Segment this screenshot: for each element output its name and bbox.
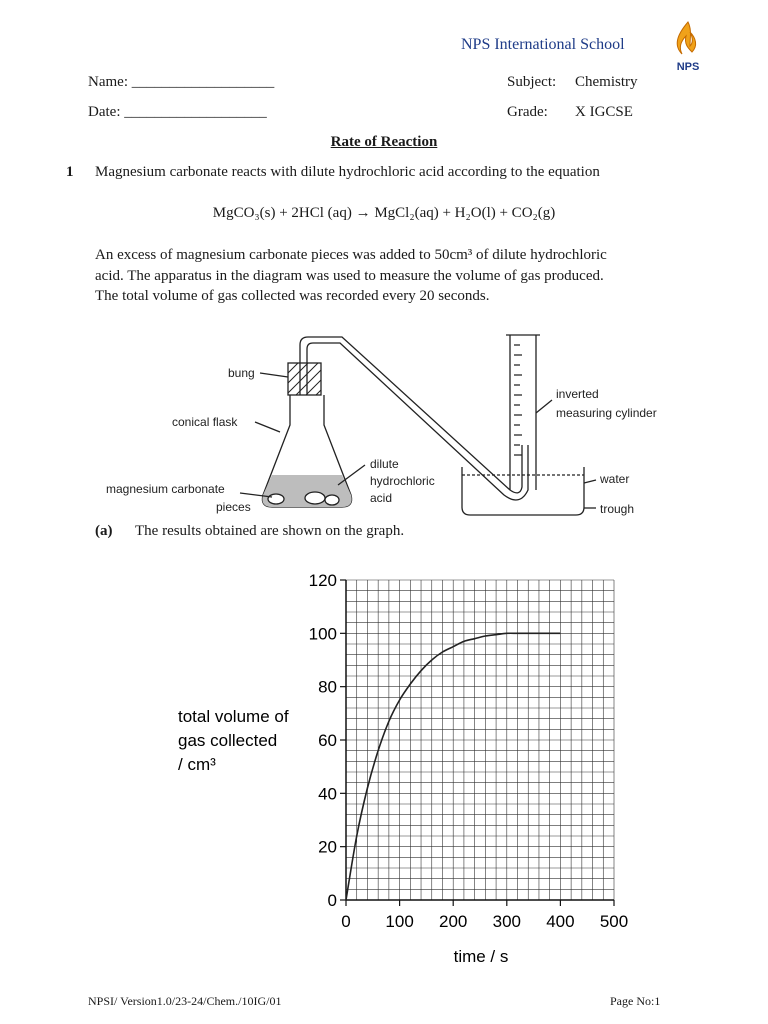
grade-label: Grade: xyxy=(507,104,548,120)
label-cylinder-2: measuring cylinder xyxy=(556,406,657,420)
name-field: Name: ___________________ xyxy=(88,74,275,90)
y-axis-title-line: gas collected xyxy=(178,731,278,750)
label-mgco3-1: magnesium carbonate xyxy=(106,482,225,496)
label-acid-3: acid xyxy=(370,491,393,505)
carbonate-piece xyxy=(268,494,284,504)
delivery-tube xyxy=(300,337,522,493)
y-tick-label: 0 xyxy=(327,891,337,910)
carbonate-piece xyxy=(305,492,325,504)
x-axis-title: time / s xyxy=(453,947,509,966)
y-tick-label: 100 xyxy=(308,624,337,644)
y-tick-label: 20 xyxy=(318,837,337,857)
y-tick-label: 80 xyxy=(318,677,337,697)
label-acid-2: hydrochloric xyxy=(370,474,435,488)
apparatus-diagram xyxy=(100,325,680,525)
grade-value: X IGCSE xyxy=(575,104,633,120)
label-bung: bung xyxy=(228,366,255,380)
carbonate-piece xyxy=(325,495,339,505)
date-field: Date: ___________________ xyxy=(88,104,267,120)
label-trough: trough xyxy=(600,502,635,516)
page-title: Rate of Reaction xyxy=(330,134,438,150)
label-mgco3-2: pieces xyxy=(216,500,251,514)
label-conical-flask: conical flask xyxy=(172,415,238,429)
part-a-text: The results obtained are shown on the graph. xyxy=(135,523,405,539)
subject-label: Subject: xyxy=(507,74,557,90)
paragraph-line: The total volume of gas collected was recorded every 20 seconds. xyxy=(95,288,490,304)
label-water: water xyxy=(600,472,630,486)
question-number: 1 xyxy=(66,164,74,180)
paragraph-line: An excess of magnesium carbonate pieces was added to 50cm³ of dilute hydrochloric xyxy=(95,247,607,263)
page-number: Page No:1 xyxy=(610,994,661,1008)
label-cylinder-1: inverted xyxy=(556,387,599,401)
x-tick-label: 0 xyxy=(341,912,351,931)
trough xyxy=(462,467,584,515)
x-tick-label: 200 xyxy=(439,912,468,931)
y-axis-title-line: / cm³ xyxy=(178,755,216,774)
flame-icon xyxy=(677,22,695,54)
y-tick-label: 120 xyxy=(308,571,337,590)
logo-text: NPS xyxy=(676,61,700,73)
x-tick-label: 100 xyxy=(385,912,414,931)
paragraph-line: acid. The apparatus in the diagram was used to measure the volume of gas produced. xyxy=(95,267,604,284)
school-logo xyxy=(668,20,708,74)
y-axis-title xyxy=(178,707,289,774)
subject-value: Chemistry xyxy=(575,74,638,90)
footer-reference: NPSI/ Version1.0/23-24/Chem./10IG/01 xyxy=(88,994,282,1008)
y-axis-title-line: total volume of xyxy=(178,707,289,726)
question-intro: Magnesium carbonate reacts with dilute hydrochloric acid according to the equation xyxy=(95,164,600,180)
chemical-equation: MgCO₃(s) + 2HCl (aq) → MgCl₂(aq) + H₂O(l) + CO₂(g) xyxy=(212,205,556,221)
volume-time-chart xyxy=(0,560,768,970)
y-tick-label: 60 xyxy=(318,731,337,750)
x-tick-label: 400 xyxy=(546,912,575,931)
label-acid-1: dilute xyxy=(370,457,399,471)
school-name: NPS International School xyxy=(461,36,625,53)
measuring-cylinder xyxy=(506,335,540,490)
question-paragraph xyxy=(95,245,695,307)
chart-grid xyxy=(346,580,614,900)
y-tick-label: 40 xyxy=(318,784,337,804)
x-tick-label: 300 xyxy=(492,912,521,931)
part-a-label: (a) xyxy=(95,523,113,539)
x-tick-label: 500 xyxy=(599,912,629,931)
